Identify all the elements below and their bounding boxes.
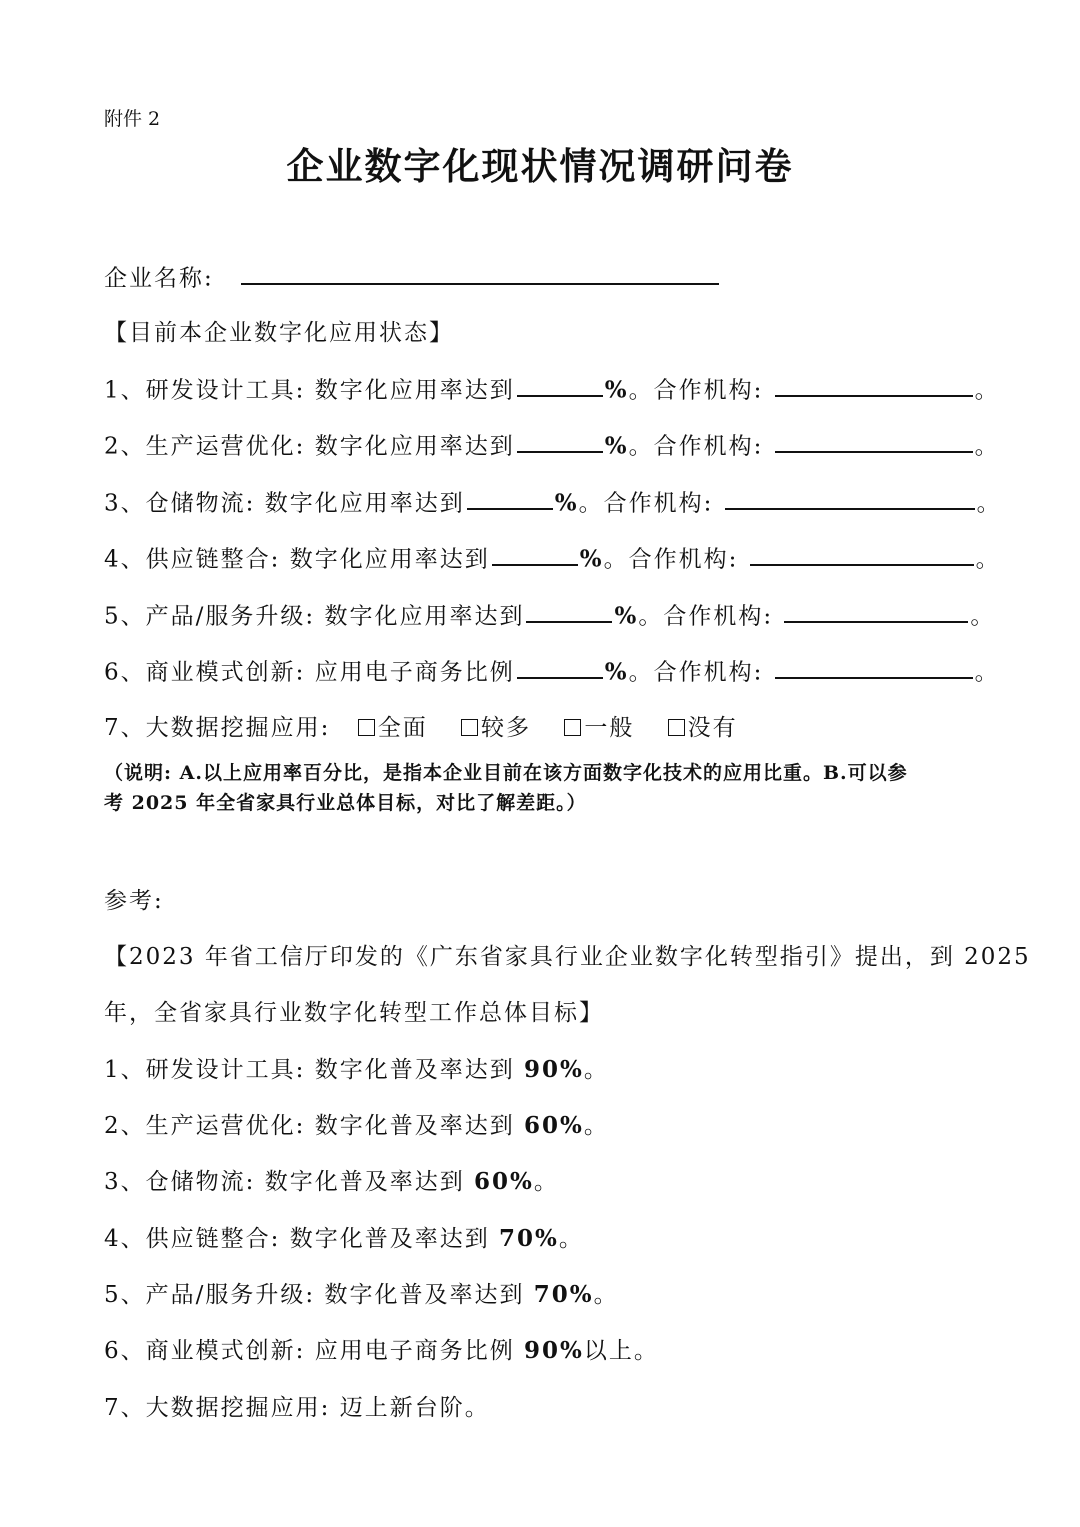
target-item-1 — [104, 1051, 609, 1084]
rate-input[interactable] — [467, 483, 553, 510]
option-label: 没有 — [687, 715, 738, 741]
reference-heading-line-1: 【2023 年省工信厅印发的《广东省家具行业企业数字化转型指引》提出，到 2025 — [104, 944, 1031, 970]
section-heading-status: 【目前本企业数字化应用状态】 — [104, 320, 454, 346]
target-value: 70% — [499, 1225, 559, 1252]
target-item-6 — [104, 1332, 659, 1365]
note-line-2: 考 2025 年全省家具行业总体目标，对比了解差距。） — [104, 792, 587, 814]
line-end: 。 — [970, 603, 996, 630]
status-item-label: 7、大数据挖掘应用: — [104, 715, 331, 741]
target-item-3 — [104, 1163, 559, 1196]
partner-label: 。合作机构: — [628, 433, 764, 460]
option-none[interactable] — [666, 715, 738, 741]
reference-label: 参考: — [104, 888, 164, 914]
partner-label: 。合作机构: — [603, 546, 739, 573]
target-value: 90% — [524, 1056, 584, 1083]
target-text: 4、供应链整合: 数字化普及率达到 — [104, 1226, 500, 1252]
line-end: 。 — [974, 433, 1000, 460]
target-text: 1、研发设计工具: 数字化普及率达到 — [104, 1057, 525, 1083]
rate-input[interactable] — [517, 652, 603, 679]
status-item-4 — [104, 539, 1001, 573]
status-item-2 — [104, 426, 1000, 460]
option-label: 一般 — [584, 715, 635, 741]
option-average[interactable] — [562, 715, 634, 741]
status-item-6 — [104, 652, 1000, 686]
partner-label: 。合作机构: — [578, 490, 714, 517]
target-item-5 — [104, 1276, 619, 1309]
status-item-label: 1、研发设计工具: 数字化应用率达到 — [104, 377, 515, 404]
target-value: 60% — [474, 1168, 534, 1195]
checkbox-icon — [358, 719, 375, 736]
note-line-1: （说明: A.以上应用率百分比，是指本企业目前在该方面数字化技术的应用比重。B.可以参 — [104, 762, 908, 784]
checkbox-icon — [668, 719, 685, 736]
partner-input[interactable] — [750, 539, 974, 566]
option-label: 全面 — [377, 715, 428, 741]
status-item-3 — [104, 483, 1002, 517]
line-end: 。 — [974, 659, 1000, 686]
rate-input[interactable] — [517, 426, 603, 453]
percent-sign: % — [604, 376, 629, 404]
target-suffix: 。 — [558, 1226, 584, 1252]
rate-input[interactable] — [517, 370, 603, 397]
target-suffix: 。 — [533, 1169, 559, 1195]
percent-sign: % — [579, 545, 604, 573]
target-text: 7、大数据挖掘应用: 迈上新台阶。 — [104, 1395, 490, 1421]
target-text: 2、生产运营优化: 数字化普及率达到 — [104, 1113, 525, 1139]
status-item-label: 6、商业模式创新: 应用电子商务比例 — [104, 659, 515, 686]
target-suffix: 。 — [593, 1282, 619, 1308]
company-name-field[interactable] — [241, 258, 719, 285]
partner-input[interactable] — [784, 596, 968, 623]
partner-input[interactable] — [775, 370, 973, 397]
target-value: 90% — [524, 1337, 584, 1364]
target-suffix: 以上。 — [583, 1338, 659, 1364]
partner-label: 。合作机构: — [628, 377, 764, 404]
attachment-label: 附件 2 — [104, 108, 161, 130]
option-many[interactable] — [459, 715, 531, 741]
status-item-label: 4、供应链整合: 数字化应用率达到 — [104, 546, 490, 573]
target-value: 60% — [524, 1112, 584, 1139]
target-text: 6、商业模式创新: 应用电子商务比例 — [104, 1338, 525, 1364]
target-item-2 — [104, 1107, 609, 1140]
status-item-5 — [104, 596, 995, 630]
target-item-7 — [104, 1389, 490, 1422]
status-item-label: 3、仓储物流: 数字化应用率达到 — [104, 490, 465, 517]
target-text: 5、产品/服务升级: 数字化普及率达到 — [104, 1282, 534, 1308]
target-suffix: 。 — [583, 1057, 609, 1083]
rate-input[interactable] — [526, 596, 612, 623]
checkbox-icon — [461, 719, 478, 736]
percent-sign: % — [614, 602, 639, 630]
option-all[interactable] — [356, 715, 428, 741]
company-name-row — [104, 258, 721, 292]
reference-heading-line-2: 年，全省家具行业数字化转型工作总体目标】 — [104, 1000, 604, 1026]
percent-sign: % — [604, 658, 629, 686]
line-end: 。 — [976, 490, 1002, 517]
target-suffix: 。 — [583, 1113, 609, 1139]
rate-input[interactable] — [492, 539, 578, 566]
document-title: 企业数字化现状情况调研问卷 — [286, 144, 794, 188]
percent-sign: % — [554, 489, 579, 517]
percent-sign: % — [604, 432, 629, 460]
checkbox-icon — [564, 719, 581, 736]
status-item-7 — [104, 709, 760, 742]
target-value: 70% — [533, 1281, 594, 1308]
partner-label: 。合作机构: — [628, 659, 764, 686]
partner-input[interactable] — [775, 652, 973, 679]
company-name-label: 企业名称: — [104, 265, 214, 292]
target-text: 3、仓储物流: 数字化普及率达到 — [104, 1169, 475, 1195]
partner-input[interactable] — [775, 426, 973, 453]
target-item-4 — [104, 1220, 584, 1253]
status-item-label: 2、生产运营优化: 数字化应用率达到 — [104, 433, 515, 460]
option-label: 较多 — [481, 715, 532, 741]
status-item-label: 5、产品/服务升级: 数字化应用率达到 — [104, 603, 525, 630]
line-end: 。 — [975, 546, 1001, 573]
line-end: 。 — [974, 377, 1000, 404]
partner-input[interactable] — [725, 483, 975, 510]
partner-label: 。合作机构: — [638, 603, 774, 630]
status-item-1 — [104, 370, 1000, 404]
